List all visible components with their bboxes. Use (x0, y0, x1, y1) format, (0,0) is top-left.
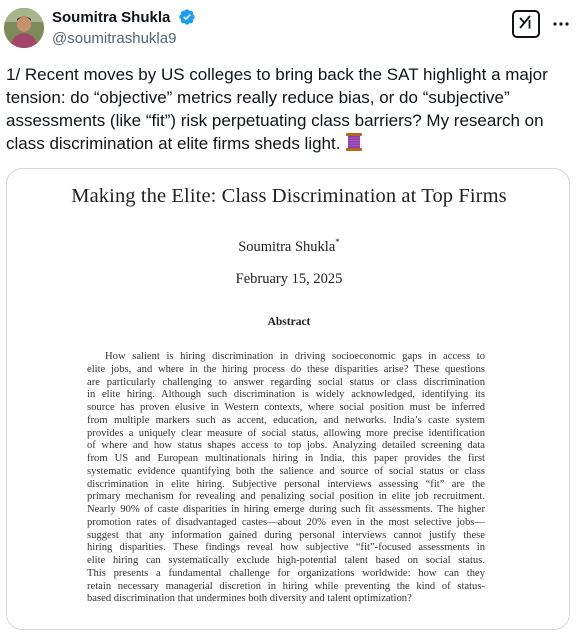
paper-title: Making the Elite: Class Discrimination at Top Firms (71, 185, 507, 207)
tweet-text: 1/ Recent moves by US colleges to bring back the SAT highlight a major tension: do “objective” metrics really reduce bias, or do “subjective” assessments (like “fit”) risk perpetuating class barriers? My research on class discrimination at elite firms sheds light. (6, 65, 553, 153)
paper-page (7, 169, 570, 630)
paper-date: February 15, 2025 (235, 271, 343, 287)
abstract-body (87, 351, 485, 606)
paper-author-footnote-mark: * (335, 237, 340, 247)
avatar[interactable] (4, 8, 44, 48)
abstract-line: discrimination in elite hiring. Subjective personal interviews assessing “fit” are the (87, 478, 485, 490)
abstract-line: from US and European multinationals hiring in India, this paper provides the first (87, 453, 485, 464)
abstract-line: provides a uniquely clear measure of social status, allowing more precise identification (87, 427, 485, 439)
paper-image[interactable] (6, 168, 570, 630)
more-options-button[interactable] (551, 13, 571, 33)
abstract-line: elite hiring can systematically exclude high-potential talent based on social status. (87, 555, 485, 566)
tweet-body (6, 63, 572, 155)
spool-of-thread-emoji (345, 132, 363, 152)
abstract-heading: Abstract (267, 316, 311, 328)
abstract-line: Nearly 90% of caste disparities in hiring emerge during such fit assessments. The higher (87, 504, 485, 515)
abstract-line: from multiple markers such as accent, education, and networks. India’s caste system (87, 414, 485, 426)
verified-badge-icon (178, 8, 196, 26)
abstract-line: promotion rates of disadvantaged castes—about 20% even in the most selective jobs— (87, 516, 485, 528)
abstract-line: primary mechanism for revealing and penalizing social position in elite job recruitment. (87, 491, 485, 503)
abstract-line: systematic evidence quantifying both the salience and source of social status or class (87, 465, 485, 477)
abstract-line: are particularly challenging to answer regarding social status or class discrimination (87, 376, 485, 388)
abstract-line: in elite hiring. Although such discrimination is widely acknowledged, identifying its (87, 389, 485, 401)
paper-author (7, 233, 570, 256)
abstract-line: based discrimination that undermines both diversity and talent optimization? (87, 593, 412, 605)
abstract-line: of where and how status shapes access to top jobs. Analyzing detailed screening data (87, 440, 485, 452)
grok-icon (517, 13, 535, 36)
abstract-line: hiring disparities. These findings reveal how subjective “fit”-focused assessments in (87, 542, 485, 554)
display-name[interactable]: Soumitra Shukla (52, 9, 171, 26)
abstract-line: source has proven elusive in Western contexts, where social position must be inferred (87, 402, 485, 413)
paper-author-name: Soumitra Shukla (238, 238, 336, 255)
abstract-line: This presents a fundamental challenge for organizations worldwide: how can they (87, 567, 485, 579)
grok-button[interactable] (512, 10, 540, 38)
more-options-icon (552, 14, 570, 32)
handle[interactable]: @soumitrashukla9 (52, 30, 177, 47)
abstract-line: elite jobs, and where in the hiring process do these disparities arise? These questions (87, 363, 485, 375)
abstract-line: retain necessary managerial discretion in hiring while preventing the kind of status- (87, 580, 485, 592)
abstract-line: suggest that any information gained during personal interviews cannot justify these (87, 529, 485, 541)
tweet-header (0, 0, 578, 60)
author-block (52, 8, 196, 49)
abstract-line: How salient is hiring discrimination in driving socioeconomic gaps in access to (105, 351, 485, 362)
